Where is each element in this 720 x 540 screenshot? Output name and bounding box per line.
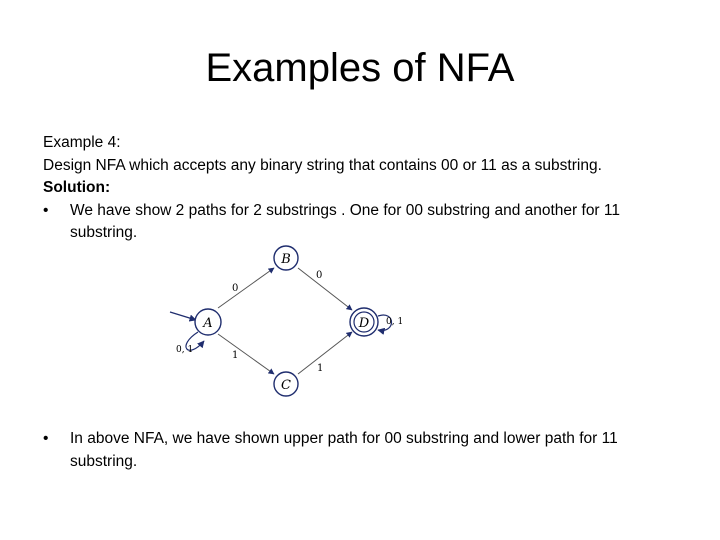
- bullet-item: [43, 428, 683, 473]
- state-label-A: A: [203, 316, 213, 331]
- bullet-marker: •: [43, 430, 49, 447]
- slide-body: [43, 132, 683, 245]
- solution-heading: Solution:: [43, 179, 111, 196]
- nfa-diagram: [168, 238, 408, 408]
- transition-label-D-D: 0, 1: [386, 317, 404, 327]
- transition-label-C-D: 1: [317, 363, 324, 374]
- state-label-B: B: [281, 252, 291, 267]
- start-arrow: [170, 312, 196, 320]
- state-label-D: D: [358, 316, 370, 331]
- transition-B-D: [298, 268, 352, 310]
- closing-bullet-block: [43, 428, 683, 473]
- problem-statement: Design NFA which accepts any binary string that contains 00 or 11 as a substring.: [43, 156, 602, 174]
- transition-label-A-A: 0, 1: [176, 345, 194, 355]
- transition-C-D: [298, 332, 352, 374]
- transition-A-B: [218, 268, 274, 308]
- slide-title: Examples of NFA: [205, 46, 515, 90]
- bullet-marker: •: [43, 201, 49, 219]
- example-heading: Example 4:: [43, 134, 121, 151]
- transition-label-A-B: 0: [232, 283, 239, 294]
- transition-A-C: [218, 334, 274, 374]
- bullet-text: We have show 2 paths for 2 substrings . One for 00 substring and another for 11 substring.: [70, 201, 620, 241]
- state-label-C: C: [281, 378, 291, 393]
- transition-label-A-C: 1: [232, 350, 239, 361]
- bullet-text: In above NFA, we have shown upper path for 00 substring and lower path for 11 substring.: [70, 430, 618, 470]
- transition-label-B-D: 0: [316, 270, 323, 281]
